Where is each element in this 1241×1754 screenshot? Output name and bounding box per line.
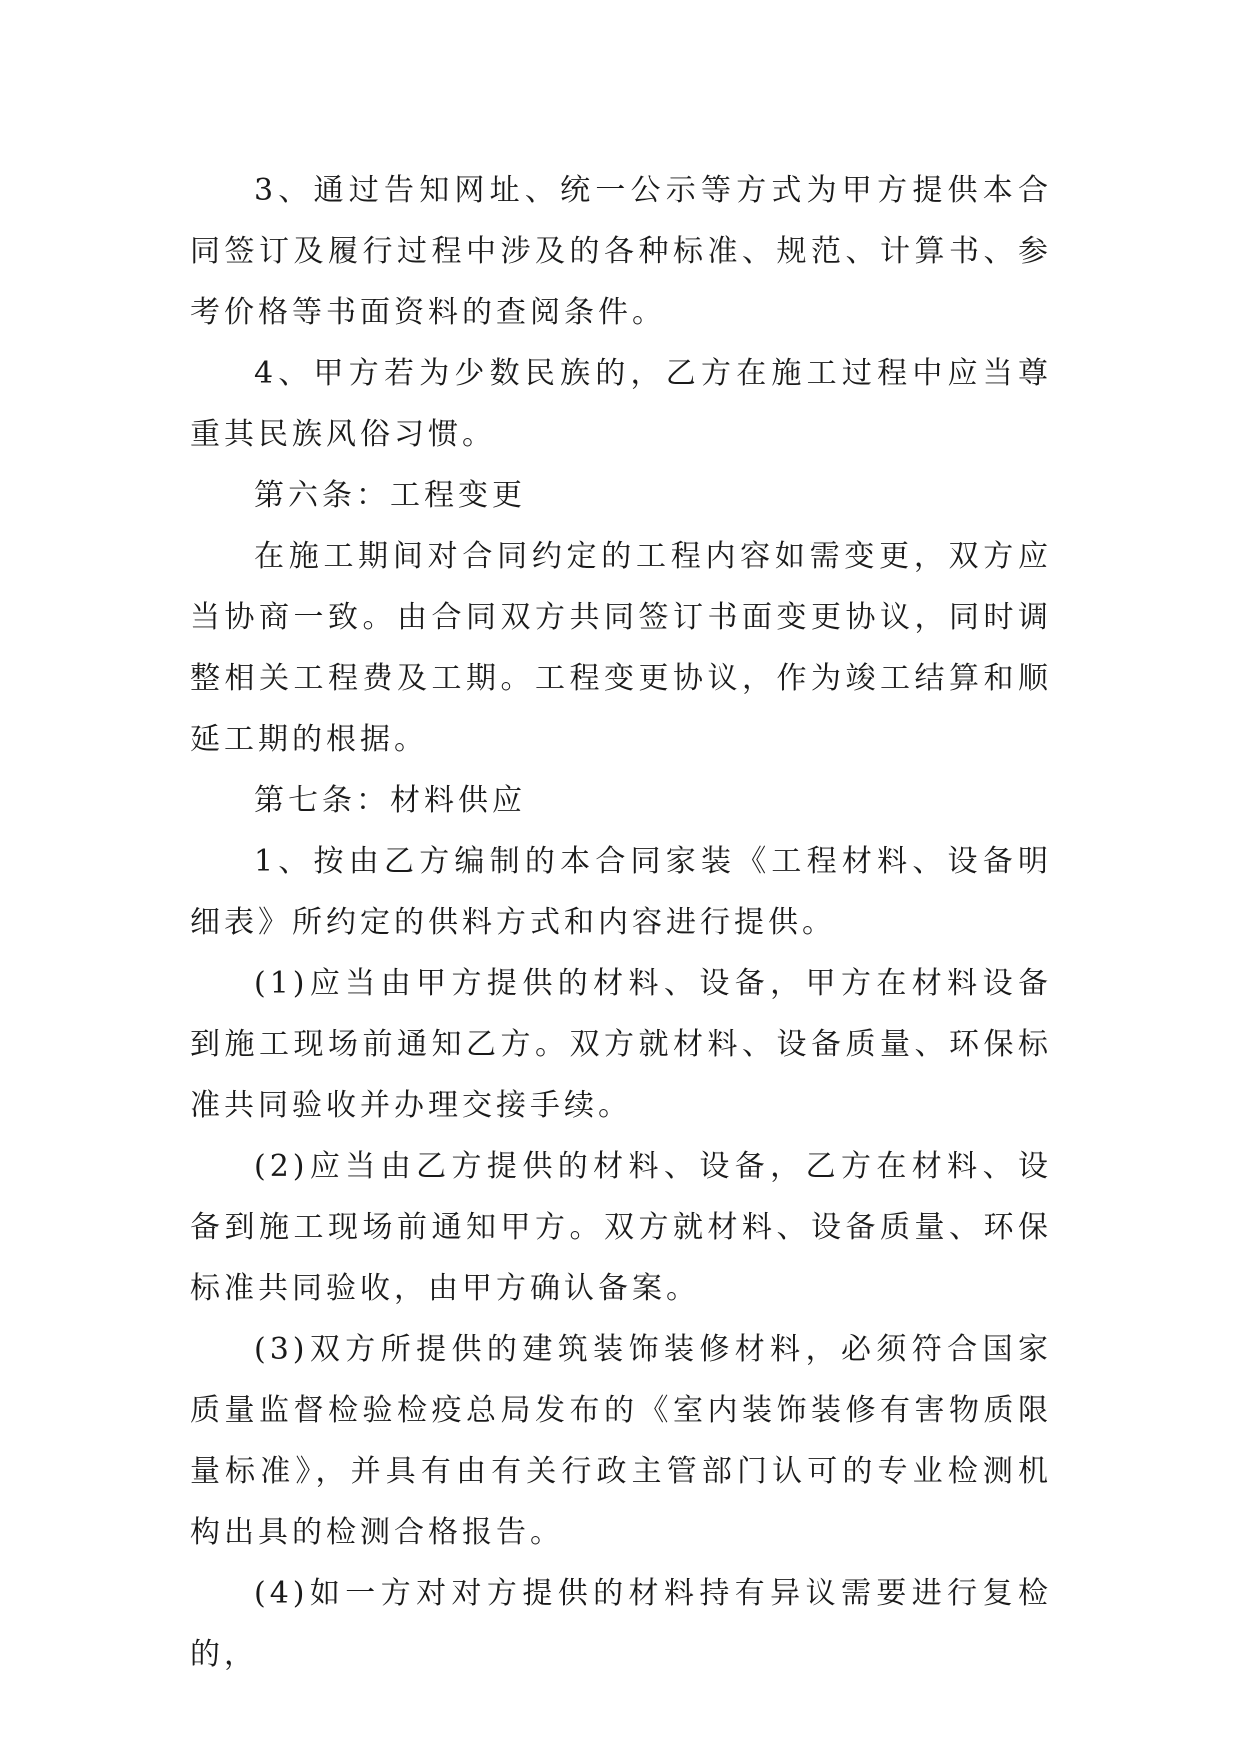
item-4-ethnic-customs: 4、甲方若为少数民族的，乙方在施工过程中应当尊重其民族风俗习惯。	[190, 356, 1052, 452]
article-7-heading: 第七条：材料供应	[254, 783, 526, 818]
article-7-sub-1: (1)应当由甲方提供的材料、设备，甲方在材料设备到施工现场前通知乙方。双方就材料、设备质量、环保标准共同验收并办理交接手续。	[190, 966, 1052, 1123]
article-7-sub-3: (3)双方所提供的建筑装饰装修材料，必须符合国家质量监督检验检疫总局发布的《室内装饰装修有害物质限量标准》，并具有由有关行政主管部门认可的专业检测机构出具的检测合格报告。	[190, 1332, 1052, 1550]
article-6-heading: 第六条：工程变更	[254, 478, 526, 513]
article-7-item-1: 1、按由乙方编制的本合同家装《工程材料、设备明细表》所约定的供料方式和内容进行提供。	[190, 844, 1052, 940]
document-body	[190, 160, 1052, 1685]
article-7-sub-2: (2)应当由乙方提供的材料、设备，乙方在材料、设备到施工现场前通知甲方。双方就材料、设备质量、环保标准共同验收，由甲方确认备案。	[190, 1149, 1052, 1306]
item-3-provide-references: 3、通过告知网址、统一公示等方式为甲方提供本合同签订及履行过程中涉及的各种标准、规范、计算书、参考价格等书面资料的查阅条件。	[190, 173, 1052, 330]
article-7-sub-4: (4)如一方对对方提供的材料持有异议需要进行复检的，	[190, 1576, 1052, 1672]
article-6-body: 在施工期间对合同约定的工程内容如需变更，双方应当协商一致。由合同双方共同签订书面变更协议，同时调整相关工程费及工期。工程变更协议，作为竣工结算和顺延工期的根据。	[190, 539, 1052, 757]
